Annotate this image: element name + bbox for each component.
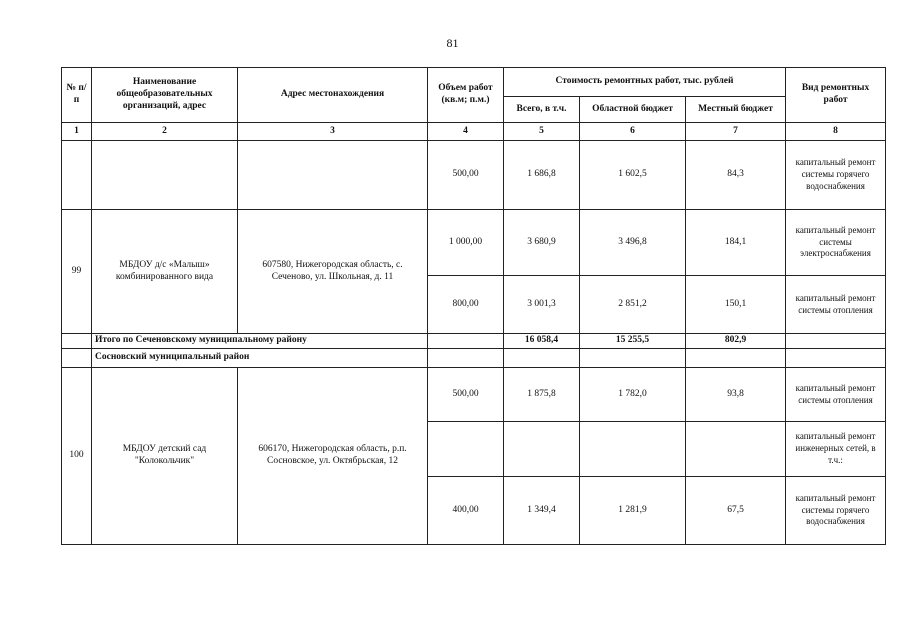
- num-cell: 100: [62, 368, 92, 545]
- volume-cell: 500,00: [428, 368, 504, 422]
- address-cell: [238, 141, 428, 210]
- header-row-top: [62, 68, 886, 97]
- regional-cell: [580, 349, 686, 368]
- regional-cell: 1 782,0: [580, 368, 686, 422]
- total-cell: 3 001,3: [504, 276, 580, 334]
- work-type-cell: капитальный ремонт системы горячего водоснабжения: [786, 477, 886, 545]
- name-cell: [92, 141, 238, 210]
- header-total: Всего, в т.ч.: [504, 97, 580, 123]
- repair-works-table: [61, 67, 886, 545]
- num-cell: [62, 334, 92, 349]
- total-cell: 1 686,8: [504, 141, 580, 210]
- column-number: 2: [92, 123, 238, 141]
- volume-cell: [428, 422, 504, 477]
- address-cell: 606170, Нижегородская область, р.п. Сосновское, ул. Октябрьская, 12: [238, 368, 428, 545]
- address-cell: 607580, Нижегородская область, с. Сеченово, ул. Школьная, д. 11: [238, 210, 428, 334]
- subtotal-local: 802,9: [686, 334, 786, 349]
- volume-cell: [428, 334, 504, 349]
- local-cell: 84,3: [686, 141, 786, 210]
- work-type-cell: капитальный ремонт инженерных сетей, в т.ч.:: [786, 422, 886, 477]
- volume-cell: 800,00: [428, 276, 504, 334]
- work-type-cell: [786, 349, 886, 368]
- column-number: 3: [238, 123, 428, 141]
- volume-cell: 500,00: [428, 141, 504, 210]
- subtotal-regional: 15 255,5: [580, 334, 686, 349]
- subtotal-total: 16 058,4: [504, 334, 580, 349]
- total-cell: [504, 422, 580, 477]
- regional-cell: 2 851,2: [580, 276, 686, 334]
- column-number: 7: [686, 123, 786, 141]
- volume-cell: [428, 349, 504, 368]
- subtotal-row: [62, 334, 886, 349]
- num-cell: 99: [62, 210, 92, 334]
- column-number-row: [62, 123, 886, 141]
- column-number: 1: [62, 123, 92, 141]
- header-local: Местный бюджет: [686, 97, 786, 123]
- header-work-type: Вид ремонтных работ: [786, 68, 886, 123]
- local-cell: 150,1: [686, 276, 786, 334]
- table-row: [62, 368, 886, 422]
- column-number: 4: [428, 123, 504, 141]
- column-number: 5: [504, 123, 580, 141]
- header-num: № п/п: [62, 68, 92, 123]
- table-row: [62, 210, 886, 276]
- work-type-cell: капитальный ремонт системы отопления: [786, 276, 886, 334]
- header-address: Адрес местонахождения: [238, 68, 428, 123]
- volume-cell: 400,00: [428, 477, 504, 545]
- district-label: Сосновский муниципальный район: [92, 349, 428, 368]
- header-volume: Объем работ (кв.м; п.м.): [428, 68, 504, 123]
- subtotal-label: Итого по Сеченовскому муниципальному району: [92, 334, 428, 349]
- column-number: 8: [786, 123, 886, 141]
- name-cell: МБДОУ д/с «Малыш» комбинированного вида: [92, 210, 238, 334]
- local-cell: 67,5: [686, 477, 786, 545]
- total-cell: [504, 349, 580, 368]
- district-row: [62, 349, 886, 368]
- num-cell: [62, 141, 92, 210]
- regional-cell: [580, 422, 686, 477]
- num-cell: [62, 349, 92, 368]
- table-row: [62, 141, 886, 210]
- header-cost-group: Стоимость ремонтных работ, тыс. рублей: [504, 68, 786, 97]
- total-cell: 1 875,8: [504, 368, 580, 422]
- work-type-cell: капитальный ремонт системы горячего водоснабжения: [786, 141, 886, 210]
- local-cell: [686, 422, 786, 477]
- local-cell: 184,1: [686, 210, 786, 276]
- work-type-cell: капитальный ремонт системы отопления: [786, 368, 886, 422]
- total-cell: 1 349,4: [504, 477, 580, 545]
- column-number: 6: [580, 123, 686, 141]
- regional-cell: 1 281,9: [580, 477, 686, 545]
- work-type-cell: капитальный ремонт системы электроснабжения: [786, 210, 886, 276]
- page-number: 81: [446, 36, 459, 50]
- regional-cell: 3 496,8: [580, 210, 686, 276]
- local-cell: [686, 349, 786, 368]
- header-name: Наименование общеобразовательных организаций, адрес: [92, 68, 238, 123]
- total-cell: 3 680,9: [504, 210, 580, 276]
- volume-cell: 1 000,00: [428, 210, 504, 276]
- local-cell: 93,8: [686, 368, 786, 422]
- work-type-cell: [786, 334, 886, 349]
- header-regional: Областной бюджет: [580, 97, 686, 123]
- name-cell: МБДОУ детский сад "Колокольчик": [92, 368, 238, 545]
- regional-cell: 1 602,5: [580, 141, 686, 210]
